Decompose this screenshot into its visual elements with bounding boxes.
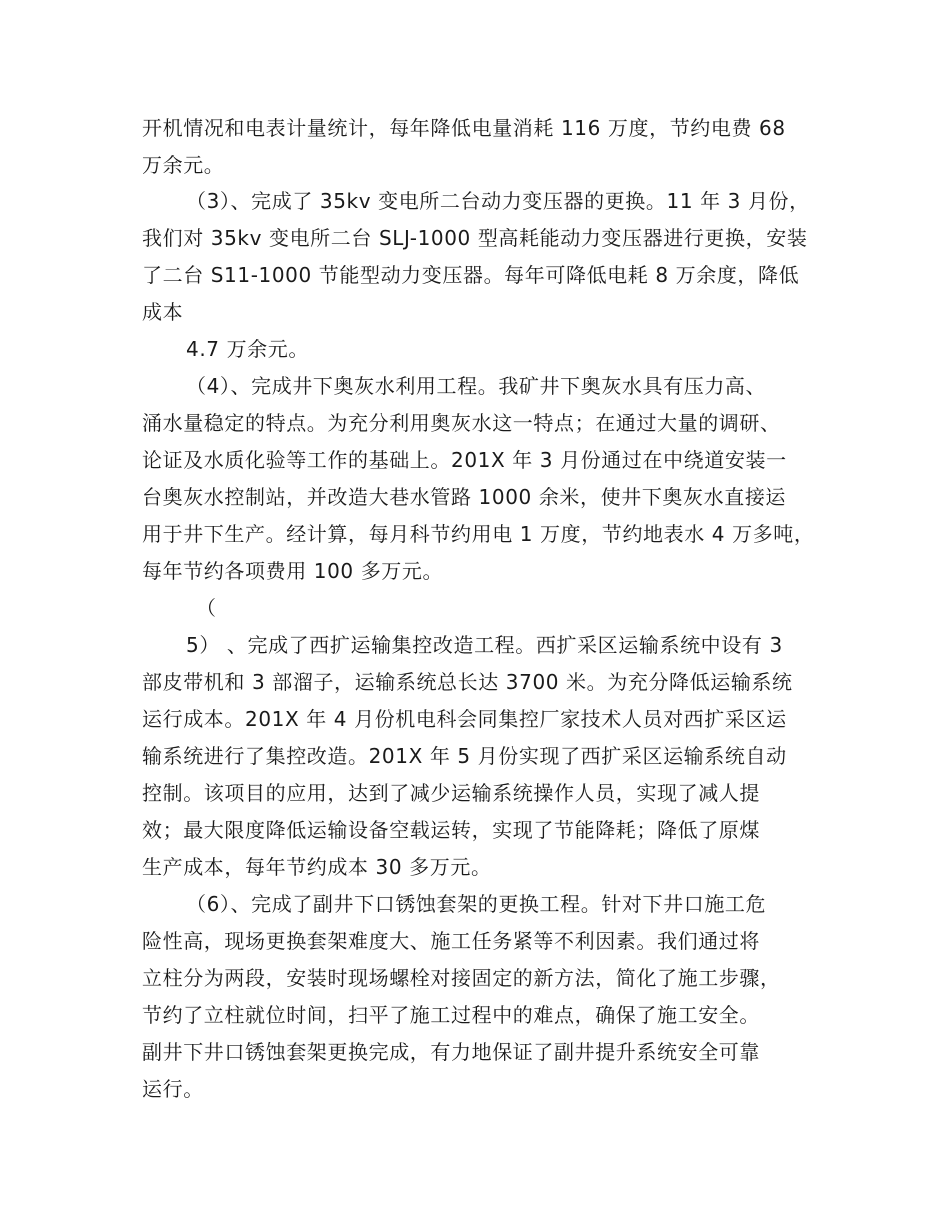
text-line: 台奥灰水控制站，并改造大巷水管路 1000 余米，使井下奥灰水直接运 — [142, 485, 787, 509]
text-line: 论证及水质化验等工作的基础上。201X 年 3 月份通过在中绕道安装一 — [142, 448, 787, 472]
text-line: 控制。该项目的应用，达到了减少运输系统操作人员，实现了减人提 — [142, 781, 760, 805]
text-line: （4）、完成井下奥灰水利用工程。我矿井下奥灰水具有压力高、 — [186, 374, 767, 398]
text-line: 输系统进行了集控改造。201X 年 5 月份实现了西扩采区运输系统自动 — [142, 744, 787, 768]
text-line: 部皮带机和 3 部溜子，运输系统总长达 3700 米。为充分降低运输系统 — [142, 670, 793, 694]
text-line: 4.7 万余元。 — [186, 337, 309, 361]
text-line: 立柱分为两段，安装时现场螺栓对接固定的新方法，简化了施工步骤， — [142, 966, 781, 990]
text-line: 开机情况和电表计量统计，每年降低电量消耗 116 万度，节约电费 68 — [142, 116, 786, 140]
text-line: 成本 — [142, 300, 184, 324]
text-line: 涌水量稳定的特点。为充分利用奥灰水这一特点；在通过大量的调研、 — [142, 411, 781, 435]
text-line: （ — [196, 596, 217, 620]
text-line: 节约了立柱就位时间，扫平了施工过程中的难点，确保了施工安全。 — [142, 1003, 760, 1027]
text-line: 每年节约各项费用 100 多万元。 — [142, 559, 444, 583]
text-line: 效；最大限度降低运输设备空载运转，实现了节能降耗；降低了原煤 — [142, 818, 760, 842]
text-line: 5） 、完成了西扩运输集控改造工程。西扩采区运输系统中设有 3 — [186, 633, 783, 657]
text-line: 生产成本，每年节约成本 30 多万元。 — [142, 855, 492, 879]
text-line: 运行成本。201X 年 4 月份机电科会同集控厂家技术人员对西扩采区运 — [142, 707, 787, 731]
text-line: 我们对 35kv 变电所二台 SLJ-1000 型高耗能动力变压器进行更换，安装 — [142, 226, 808, 250]
text-line: 用于井下生产。经计算，每月科节约用电 1 万度，节约地表水 4 万多吨， — [142, 522, 815, 546]
text-line: （3）、完成了 35kv 变电所二台动力变压器的更换。11 年 3 月份， — [186, 189, 810, 213]
text-line: 万余元。 — [142, 153, 225, 177]
text-line: 险性高，现场更换套架难度大、施工任务紧等不利因素。我们通过将 — [142, 929, 760, 953]
text-line: 了二台 S11-1000 节能型动力变压器。每年可降低电耗 8 万余度，降低 — [142, 263, 800, 287]
text-line: （6）、完成了副井下口锈蚀套架的更换工程。针对下井口施工危 — [186, 892, 767, 916]
text-line: 副井下井口锈蚀套架更换完成，有力地保证了副井提升系统安全可靠 — [142, 1040, 760, 1064]
text-line: 运行。 — [142, 1077, 204, 1101]
